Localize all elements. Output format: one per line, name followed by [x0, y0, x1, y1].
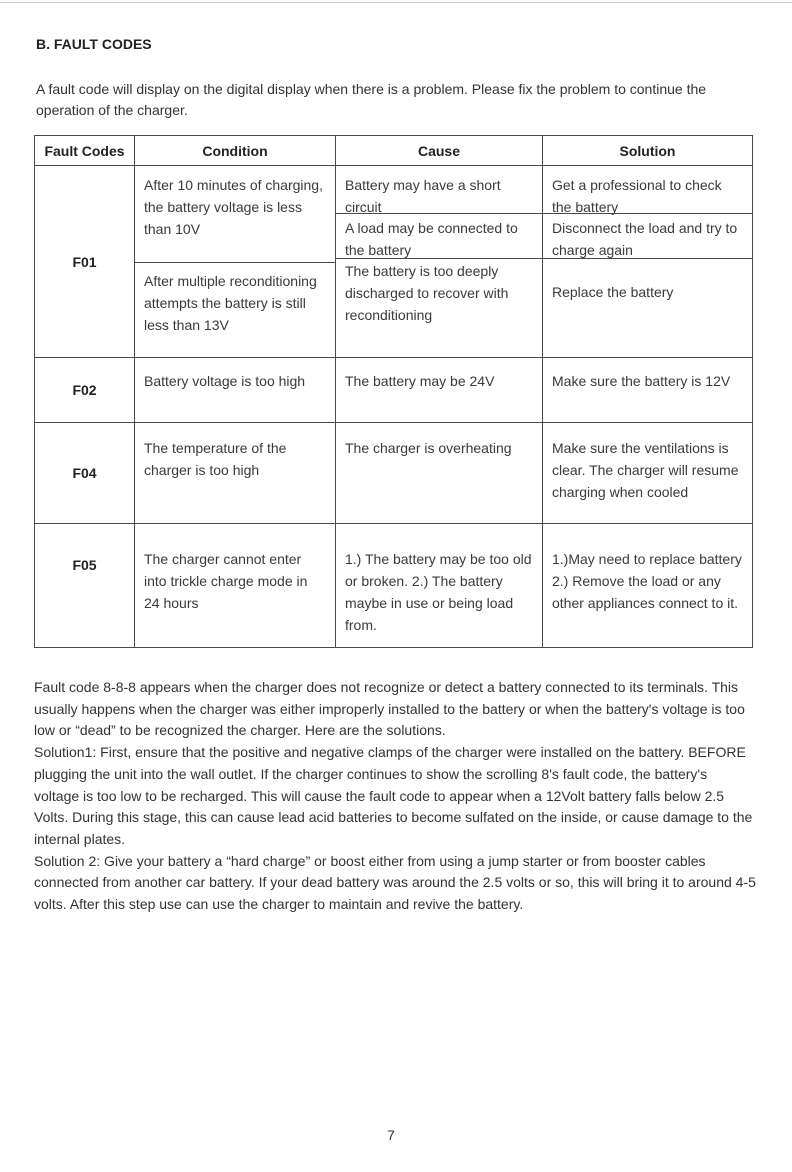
header-solution: Solution: [543, 136, 753, 166]
solution-f01-1b: Disconnect the load and try to charge again: [543, 213, 752, 258]
fault-code-f01: F01: [35, 166, 135, 358]
cause-f02: The battery may be 24V: [345, 373, 495, 389]
top-rule: [0, 2, 792, 3]
fault-codes-table: [34, 135, 753, 648]
fault-code-f02: F02: [35, 358, 135, 423]
solution-f01-1a: Get a professional to check the battery: [552, 177, 722, 215]
cause-f01-1b: A load may be connected to the battery: [336, 213, 542, 258]
cause-f01-2: The battery is too deeply discharged to recover with reconditioning: [336, 258, 542, 348]
header-cause: Cause: [336, 136, 543, 166]
solution-cell-f04: [543, 423, 753, 524]
cause-cell-f04: [336, 423, 543, 524]
intro-text: A fault code will display on the digital display when there is a problem. Please fix the problem to continue the operation of the charger.: [36, 81, 707, 118]
table-row-f05: [35, 524, 753, 648]
cause-cell-f02: [336, 358, 543, 423]
cause-cell-f05: [336, 524, 543, 648]
header-condition: Condition: [135, 136, 336, 166]
solution-f04: Make sure the ventilations is clear. The charger will resume charging when cooled: [552, 440, 739, 500]
condition-f02: Battery voltage is too high: [144, 373, 306, 389]
condition-cell-f01: [135, 166, 336, 358]
paragraph-solution-2: Solution 2: Give your battery a “hard charge” or boost either from using a jump starter or from booster cables connected from another car battery. If your dead battery was around the 2.5 volts or so, this will bring it to around 4-5 volts. After this step use can use the charger to maintain and revive the battery.: [34, 852, 756, 913]
cause-cell-f01: [336, 166, 543, 358]
solution-f01-2: Replace the battery: [543, 258, 752, 346]
table-row-f02: [35, 358, 753, 423]
condition-cell-f04: [135, 423, 336, 524]
table-row-f04: [35, 423, 753, 524]
table-row-f01: [35, 166, 753, 358]
condition-cell-f05: [135, 524, 336, 648]
cause-f04: The charger is overheating: [345, 440, 512, 456]
paragraph-solution-1: Solution1: First, ensure that the positive and negative clamps of the charger were installed on the battery. BEFORE plugging the unit into the wall outlet. If the charger continues to show the scrolling 8's fault code, the battery's voltage is too low to be recharged. This will cause the fault code to appear when a 12Volt battery falls below 2.5 Volts. During this stage, this can cause lead acid batteries to become sulfated on the inside, or cause damage to the internal plates.: [34, 744, 753, 847]
table-header-row: [35, 136, 753, 166]
condition-f04: The temperature of the charger is too high: [144, 440, 287, 478]
solution-f02: Make sure the battery is 12V: [552, 373, 731, 389]
condition-f05: The charger cannot enter into trickle charge mode in 24 hours: [144, 551, 308, 611]
header-fault-codes: Fault Codes: [35, 136, 135, 166]
condition-f01-1: After 10 minutes of charging, the battery voltage is less than 10V: [144, 177, 323, 237]
solution-cell-f02: [543, 358, 753, 423]
section-heading: B. FAULT CODES: [36, 36, 152, 52]
page-number: 7: [387, 1127, 395, 1143]
condition-f01-2: After multiple reconditioning attempts the battery is still less than 13V: [135, 262, 335, 357]
cause-f01-1a: Battery may have a short circuit: [345, 177, 501, 215]
paragraph-fault-888: Fault code 8-8-8 appears when the charger does not recognize or detect a battery connected to its terminals. This usually happens when the charger was either improperly installed to the battery or when the battery's voltage is too low or “dead” to be recognized the charger. Here are the solutions.: [34, 679, 745, 739]
cause-f05: 1.) The battery may be too old or broken. 2.) The battery maybe in use or being load from.: [345, 551, 532, 633]
solution-cell-f01: [543, 166, 753, 358]
fault-code-f05: F05: [35, 524, 135, 648]
fault-code-f04: F04: [35, 423, 135, 524]
explanation-text: [34, 677, 756, 916]
solution-cell-f05: [543, 524, 753, 648]
solution-f05: 1.)May need to replace battery 2.) Remove the load or any other appliances connect to it.: [552, 551, 742, 611]
condition-cell-f02: [135, 358, 336, 423]
